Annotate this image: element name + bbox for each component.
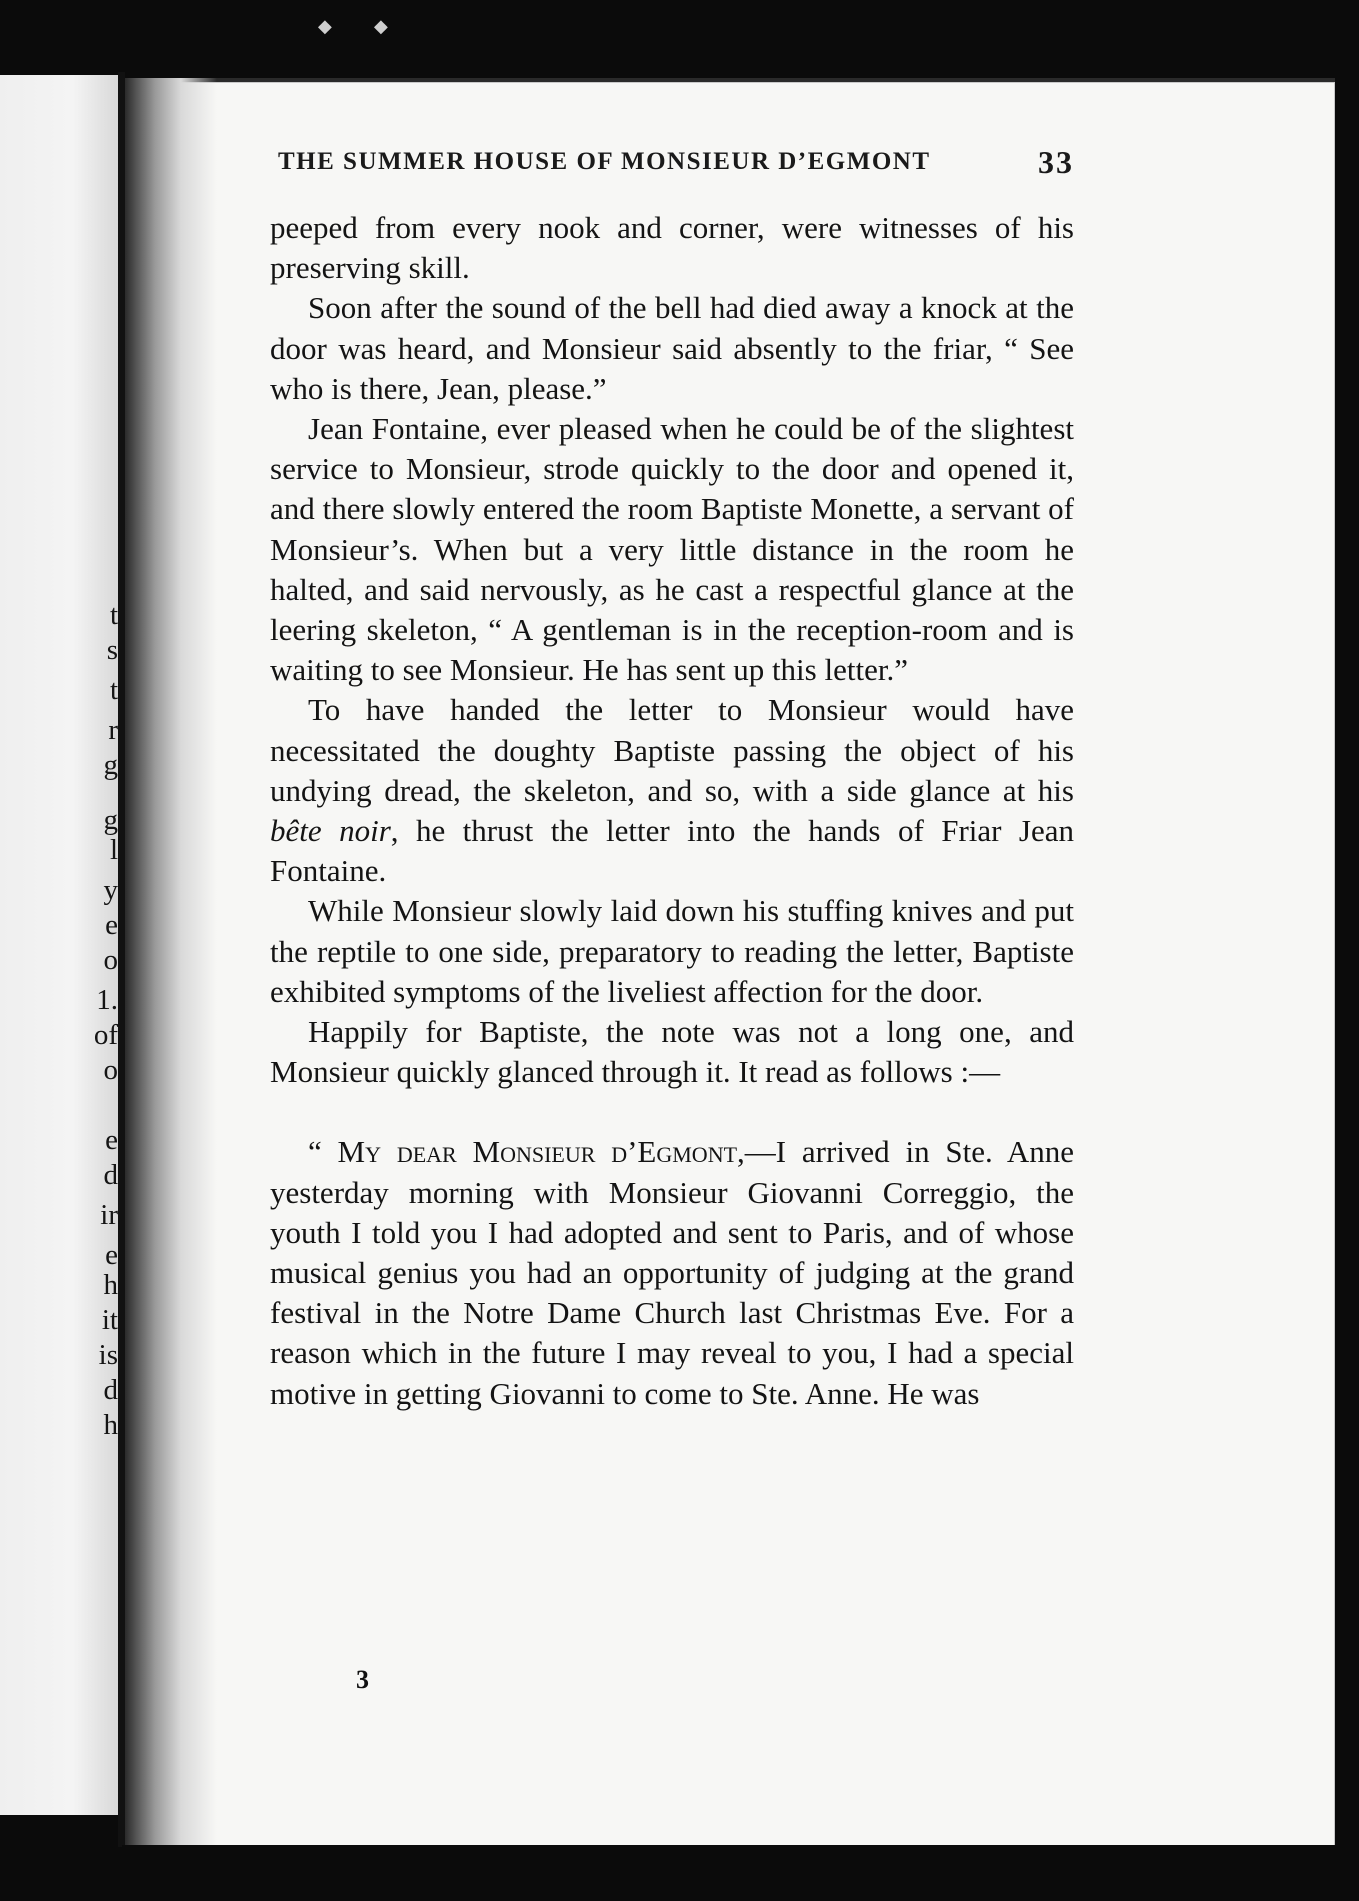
- left-fragment: 1.: [96, 984, 118, 1016]
- left-fragment: d: [103, 1159, 118, 1191]
- left-fragment: g: [103, 749, 118, 781]
- left-fragment: h: [103, 1269, 118, 1301]
- paragraph: While Monsieur slowly laid down his stuffing knives and put the reptile to one side, preparatory to reading the letter, Baptiste exhibited symptoms of the liveliest affection for the door.: [270, 893, 1074, 1009]
- signature-mark: 3: [356, 1665, 369, 1694]
- book-binding-edge: [118, 72, 125, 1847]
- left-fragment: ir: [100, 1199, 118, 1231]
- scan-speck-icon: ◆: [374, 16, 388, 36]
- page-body: [270, 208, 1074, 1414]
- italic-phrase: bête noir: [270, 813, 391, 849]
- section-gap: [270, 1092, 1074, 1132]
- paragraph: Happily for Baptiste, the note was not a long one, and Monsieur quickly glanced through it. It read as follows :—: [270, 1014, 1074, 1090]
- left-fragment: e: [105, 909, 118, 941]
- left-fragment: e: [105, 1124, 118, 1156]
- left-fragment: o: [103, 944, 118, 976]
- left-fragment: l: [109, 834, 118, 866]
- left-fragment: h: [103, 1409, 118, 1441]
- left-fragment: of: [93, 1019, 118, 1051]
- left-fragment: t: [109, 674, 118, 706]
- left-fragment: s: [106, 634, 118, 666]
- left-fragment: e: [105, 1239, 118, 1271]
- paragraph: Jean Fontaine, ever pleased when he could be of the slightest service to Monsieur, strode quickly to the door and opened it, and there slowly entered the room Baptiste Monette, a servant of Monsieur’s. When but a very little distance in the room he halted, and said nervously, as he cast a respectful glance at the leering skeleton, “ A gentleman is in the reception-room and is waiting to see Monsieur. He has sent up this letter.”: [270, 411, 1074, 688]
- paragraph-text: To have handed the letter to Monsieur would have necessitated the doughty Baptiste passing the object of his undying dread, the skeleton, and so, with a side glance at his: [270, 692, 1074, 808]
- paragraph: Soon after the sound of the bell had died away a knock at the door was heard, and Monsieur said absently to the friar, “ See who is there, Jean, please.”: [270, 290, 1074, 406]
- left-fragment: t: [109, 599, 118, 631]
- left-fragment: r: [108, 714, 118, 746]
- letter-paragraph: [270, 1132, 1074, 1413]
- paragraph: peeped from every nook and corner, were witnesses of his preserving skill.: [270, 210, 1074, 286]
- paragraph: [270, 690, 1074, 891]
- running-title: THE SUMMER HOUSE OF MONSIEUR D’EGMONT: [278, 148, 931, 175]
- left-fragment: y: [103, 874, 118, 906]
- left-fragment: o: [103, 1054, 118, 1086]
- scan-speck-icon: ◆: [318, 16, 332, 36]
- left-fragment: g: [103, 804, 118, 836]
- letter-salutation: “ My dear Monsieur d’Egmont,: [308, 1134, 745, 1170]
- page-gutter-shadow: [122, 78, 217, 1848]
- page-header: [278, 144, 1074, 184]
- left-fragment: d: [103, 1374, 118, 1406]
- scan-background-bottom: [122, 1845, 1335, 1901]
- paragraph-text: , he thrust the letter into the hands of Friar Jean Fontaine.: [270, 813, 1075, 889]
- left-fragment: is: [98, 1339, 118, 1371]
- left-fragment: it: [101, 1304, 118, 1336]
- scan-background-right: [1335, 95, 1359, 1845]
- left-facing-page: [0, 75, 122, 1815]
- letter-text: —I arrived in Ste. Anne yesterday morning with Monsieur Giovanni Correggio, the youth I told you I had adopted and sent to Paris, and of whose musical genius you had an opportunity of judging at the grand festival in the Notre Dame Church last Christmas Eve. For a reason which in the future I may reveal to you, I had a special motive in getting Giovanni to come to Ste. Anne. He was: [270, 1134, 1075, 1411]
- page-number: 33: [1038, 144, 1074, 180]
